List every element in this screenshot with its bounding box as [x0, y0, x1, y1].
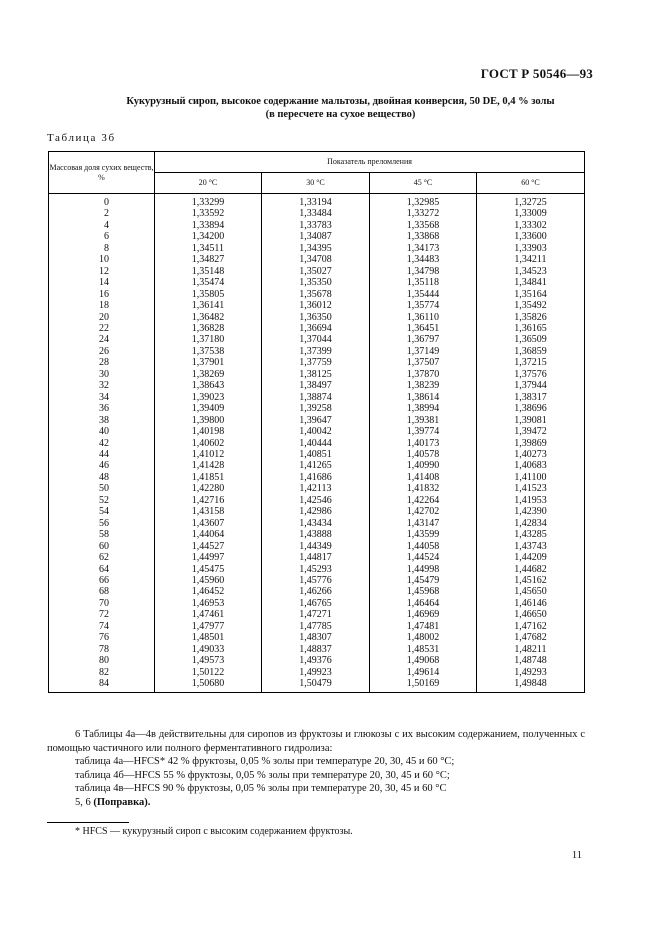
refractive-index-cell: 1,44817 — [262, 552, 370, 563]
refractive-index-cell: 1,35027 — [262, 266, 370, 277]
refractive-index-cell: 1,39081 — [477, 415, 585, 426]
refractive-index-cell: 1,36797 — [370, 334, 477, 345]
table-row — [49, 323, 585, 334]
refractive-index-cell: 1,49614 — [370, 667, 477, 678]
refractive-index-cell: 1,50122 — [155, 667, 262, 678]
refractive-index-cell: 1,33272 — [370, 208, 477, 219]
refractive-index-cell: 1,36694 — [262, 323, 370, 334]
refractive-index-cell: 1,49848 — [477, 678, 585, 693]
refractive-index-cell: 1,34483 — [370, 254, 477, 265]
refractive-index-cell: 1,34511 — [155, 243, 262, 254]
mass-fraction-cell: 44 — [49, 449, 155, 460]
refractive-index-cell: 1,35492 — [477, 300, 585, 311]
refractive-index-cell: 1,46765 — [262, 598, 370, 609]
refractive-index-cell: 1,37215 — [477, 357, 585, 368]
mass-fraction-cell: 42 — [49, 438, 155, 449]
mass-fraction-cell: 14 — [49, 277, 155, 288]
mass-fraction-cell: 68 — [49, 586, 155, 597]
refractive-index-cell: 1,48748 — [477, 655, 585, 666]
refractive-index-cell: 1,37507 — [370, 357, 477, 368]
refractive-index-cell: 1,42280 — [155, 483, 262, 494]
refractive-index-cell: 1,39869 — [477, 438, 585, 449]
refractive-index-cell: 1,49033 — [155, 644, 262, 655]
refractive-index-cell: 1,44349 — [262, 541, 370, 552]
refractive-index-cell: 1,41851 — [155, 472, 262, 483]
refractive-index-cell: 1,45650 — [477, 586, 585, 597]
refractive-index-cell: 1,35826 — [477, 312, 585, 323]
table-row — [49, 552, 585, 563]
refractive-index-cell: 1,33568 — [370, 220, 477, 231]
refractive-index-cell: 1,40602 — [155, 438, 262, 449]
refractive-index-cell: 1,44064 — [155, 529, 262, 540]
mass-fraction-cell: 2 — [49, 208, 155, 219]
refractive-index-cell: 1,50169 — [370, 678, 477, 693]
refractive-index-cell: 1,40198 — [155, 426, 262, 437]
refractive-index-cell: 1,38874 — [262, 392, 370, 403]
refractive-index-cell: 1,39023 — [155, 392, 262, 403]
refractive-index-cell: 1,43888 — [262, 529, 370, 540]
refractive-index-cell: 1,44998 — [370, 564, 477, 575]
refractive-index-cell: 1,48531 — [370, 644, 477, 655]
refractive-index-cell: 1,36012 — [262, 300, 370, 311]
mass-fraction-cell: 10 — [49, 254, 155, 265]
temperature-header: 20 °С — [155, 173, 262, 194]
mass-fraction-cell: 56 — [49, 518, 155, 529]
page-number: 11 — [571, 850, 582, 861]
table-row — [49, 449, 585, 460]
refractive-index-cell: 1,34708 — [262, 254, 370, 265]
refractive-index-cell: 1,38317 — [477, 392, 585, 403]
refractive-index-cell: 1,33484 — [262, 208, 370, 219]
refractive-index-cell: 1,48501 — [155, 632, 262, 643]
table-row — [49, 564, 585, 575]
table-row — [49, 667, 585, 678]
mass-fraction-cell: 76 — [49, 632, 155, 643]
mass-fraction-cell: 40 — [49, 426, 155, 437]
refractive-index-cell: 1,40042 — [262, 426, 370, 437]
refractive-index-cell: 1,35805 — [155, 289, 262, 300]
refractive-index-cell: 1,33600 — [477, 231, 585, 242]
refractive-index-cell: 1,35678 — [262, 289, 370, 300]
refractive-index-cell: 1,38269 — [155, 369, 262, 380]
refractive-index-cell: 1,42834 — [477, 518, 585, 529]
refractive-index-cell: 1,37538 — [155, 346, 262, 357]
refractive-index-cell: 1,35474 — [155, 277, 262, 288]
refractive-index-cell: 1,41265 — [262, 460, 370, 471]
refractive-index-cell: 1,39381 — [370, 415, 477, 426]
mass-fraction-cell: 46 — [49, 460, 155, 471]
refractive-index-cell: 1,38696 — [477, 403, 585, 414]
refractive-index-cell: 1,40851 — [262, 449, 370, 460]
refractive-index-cell: 1,46146 — [477, 598, 585, 609]
refractive-index-cell: 1,45293 — [262, 564, 370, 575]
refractive-index-cell: 1,39774 — [370, 426, 477, 437]
refractive-index-cell: 1,40173 — [370, 438, 477, 449]
refractive-index-cell: 1,32725 — [477, 194, 585, 209]
refractive-index-cell: 1,49923 — [262, 667, 370, 678]
refractive-index-cell: 1,46953 — [155, 598, 262, 609]
refractive-index-cell: 1,47682 — [477, 632, 585, 643]
refractive-index-cell: 1,42716 — [155, 495, 262, 506]
refractive-index-cell: 1,47162 — [477, 621, 585, 632]
refractive-index-cell: 1,34173 — [370, 243, 477, 254]
table-row — [49, 426, 585, 437]
refractive-index-cell: 1,43158 — [155, 506, 262, 517]
table-row — [49, 483, 585, 494]
refractive-index-cell: 1,37759 — [262, 357, 370, 368]
refractive-index-cell: 1,41523 — [477, 483, 585, 494]
table-row — [49, 460, 585, 471]
refractive-index-cell: 1,44682 — [477, 564, 585, 575]
mass-fraction-cell: 74 — [49, 621, 155, 632]
refractive-index-cell: 1,33868 — [370, 231, 477, 242]
table-row — [49, 243, 585, 254]
refractive-index-cell: 1,40273 — [477, 449, 585, 460]
refractive-index-cell: 1,40683 — [477, 460, 585, 471]
table-row — [49, 312, 585, 323]
refractive-index-cell: 1,33299 — [155, 194, 262, 209]
refractive-index-table — [48, 151, 585, 693]
refractive-index-cell: 1,35774 — [370, 300, 477, 311]
mass-fraction-cell: 24 — [49, 334, 155, 345]
table-row — [49, 575, 585, 586]
refractive-index-cell: 1,37870 — [370, 369, 477, 380]
mass-fraction-cell: 60 — [49, 541, 155, 552]
mass-fraction-cell: 78 — [49, 644, 155, 655]
table-title — [60, 95, 621, 121]
note-paragraph-6: 6 Таблицы 4а—4в действительны для сиропов из фруктозы и глюкозы с их высоким содержанием, полученных с помощью частичного или полного ферментативного гидролиза: — [47, 729, 585, 754]
mass-fraction-cell: 8 — [49, 243, 155, 254]
temperature-header: 60 °С — [477, 173, 585, 194]
refractive-index-cell: 1,41408 — [370, 472, 477, 483]
refractive-index-cell: 1,47461 — [155, 609, 262, 620]
refractive-index-cell: 1,45479 — [370, 575, 477, 586]
refractive-index-cell: 1,48307 — [262, 632, 370, 643]
mass-fraction-cell: 50 — [49, 483, 155, 494]
refractive-index-cell: 1,35118 — [370, 277, 477, 288]
refractive-index-cell: 1,32985 — [370, 194, 477, 209]
refractive-index-cell: 1,41832 — [370, 483, 477, 494]
mass-fraction-cell: 6 — [49, 231, 155, 242]
refractive-index-cell: 1,36828 — [155, 323, 262, 334]
table-row — [49, 357, 585, 368]
refractive-index-cell: 1,44524 — [370, 552, 477, 563]
refractive-index-cell: 1,37149 — [370, 346, 477, 357]
refractive-index-cell: 1,34395 — [262, 243, 370, 254]
refractive-index-cell: 1,33894 — [155, 220, 262, 231]
refractive-index-cell: 1,39258 — [262, 403, 370, 414]
refractive-index-cell: 1,34211 — [477, 254, 585, 265]
mass-fraction-cell: 30 — [49, 369, 155, 380]
mass-fraction-cell: 38 — [49, 415, 155, 426]
mass-fraction-cell: 70 — [49, 598, 155, 609]
refractive-index-cell: 1,43434 — [262, 518, 370, 529]
refractive-index-cell: 1,36859 — [477, 346, 585, 357]
refractive-index-cell: 1,48211 — [477, 644, 585, 655]
mass-fraction-cell: 32 — [49, 380, 155, 391]
note-list-item: таблица 4б—HFCS 55 % фруктозы, 0,05 % золы при температуре 20, 30, 45 и 60 °С; — [75, 769, 450, 781]
table-row — [49, 300, 585, 311]
table-row — [49, 380, 585, 391]
mass-fraction-cell: 82 — [49, 667, 155, 678]
mass-fraction-cell: 72 — [49, 609, 155, 620]
amendment-line — [47, 796, 585, 810]
table-row — [49, 277, 585, 288]
table-row — [49, 529, 585, 540]
refractive-index-cell: 1,47481 — [370, 621, 477, 632]
refractive-index-cell: 1,41100 — [477, 472, 585, 483]
refractive-index-cell: 1,39647 — [262, 415, 370, 426]
refractive-index-cell: 1,33592 — [155, 208, 262, 219]
table-row — [49, 598, 585, 609]
refractive-index-cell: 1,42702 — [370, 506, 477, 517]
refractive-index-cell: 1,37399 — [262, 346, 370, 357]
refractive-index-cell: 1,37901 — [155, 357, 262, 368]
refractive-index-cell: 1,37044 — [262, 334, 370, 345]
temperature-header: 45 °С — [370, 173, 477, 194]
table-row — [49, 495, 585, 506]
table-row — [49, 632, 585, 643]
note-list-item: таблица 4а—HFCS* 42 % фруктозы, 0,05 % золы при температуре 20, 30, 45 и 60 °С; — [75, 756, 455, 767]
refractive-index-cell: 1,36509 — [477, 334, 585, 345]
temperature-header: 30 °С — [262, 173, 370, 194]
refractive-index-cell: 1,41012 — [155, 449, 262, 460]
refractive-index-cell: 1,43285 — [477, 529, 585, 540]
refractive-index-cell: 1,39409 — [155, 403, 262, 414]
mass-fraction-cell: 66 — [49, 575, 155, 586]
mass-fraction-cell: 0 — [49, 194, 155, 209]
table-row — [49, 194, 585, 209]
refractive-index-cell: 1,49573 — [155, 655, 262, 666]
refractive-index-cell: 1,50479 — [262, 678, 370, 693]
refractive-index-cell: 1,45960 — [155, 575, 262, 586]
refractive-index-cell: 1,47271 — [262, 609, 370, 620]
refractive-index-cell: 1,40444 — [262, 438, 370, 449]
refractive-index-cell: 1,45968 — [370, 586, 477, 597]
table-row — [49, 266, 585, 277]
refractive-index-cell: 1,48837 — [262, 644, 370, 655]
refractive-index-cell: 1,33903 — [477, 243, 585, 254]
refractive-index-cell: 1,46266 — [262, 586, 370, 597]
footnote: * HFCS — кукурузный сироп с высоким содержанием фруктозы. — [75, 826, 353, 837]
refractive-index-cell: 1,39472 — [477, 426, 585, 437]
refractive-index-cell: 1,36165 — [477, 323, 585, 334]
mass-fraction-cell: 4 — [49, 220, 155, 231]
table-row — [49, 541, 585, 552]
title-line-2: (в пересчете на сухое вещество) — [265, 109, 416, 120]
refractive-index-cell: 1,41428 — [155, 460, 262, 471]
refractive-index-cell: 1,33302 — [477, 220, 585, 231]
mass-fraction-cell: 36 — [49, 403, 155, 414]
refractive-index-cell: 1,35148 — [155, 266, 262, 277]
table-label: Таблица 3б — [47, 132, 116, 144]
table-row — [49, 254, 585, 265]
amendment-items: 5, 6 — [75, 796, 91, 808]
footnote-divider — [47, 822, 129, 823]
refractive-index-cell: 1,38614 — [370, 392, 477, 403]
table-row — [49, 472, 585, 483]
refractive-index-cell: 1,49293 — [477, 667, 585, 678]
refractive-index-cell: 1,42986 — [262, 506, 370, 517]
refractive-index-cell: 1,45776 — [262, 575, 370, 586]
refractive-index-cell: 1,35164 — [477, 289, 585, 300]
table-row — [49, 369, 585, 380]
refractive-index-cell: 1,42390 — [477, 506, 585, 517]
refractive-index-cell: 1,34798 — [370, 266, 477, 277]
table-row — [49, 506, 585, 517]
mass-fraction-cell: 18 — [49, 300, 155, 311]
table-row — [49, 346, 585, 357]
refractive-index-cell: 1,42546 — [262, 495, 370, 506]
table-row — [49, 415, 585, 426]
refractive-index-cell: 1,42264 — [370, 495, 477, 506]
refractive-index-cell: 1,46464 — [370, 598, 477, 609]
table-row — [49, 586, 585, 597]
refractive-index-cell: 1,47785 — [262, 621, 370, 632]
refractive-index-cell: 1,36451 — [370, 323, 477, 334]
table-body — [49, 194, 585, 693]
refractive-index-cell: 1,38239 — [370, 380, 477, 391]
refractive-index-cell: 1,34200 — [155, 231, 262, 242]
refractive-index-cell: 1,38643 — [155, 380, 262, 391]
refractive-index-cell: 1,40578 — [370, 449, 477, 460]
title-line-1: Кукурузный сироп, высокое содержание мальтозы, двойная конверсия, 50 DE, 0,4 % золы — [126, 96, 555, 107]
refractive-index-cell: 1,36482 — [155, 312, 262, 323]
refractive-index-cell: 1,44997 — [155, 552, 262, 563]
refractive-index-cell: 1,38994 — [370, 403, 477, 414]
note-list-item: таблица 4в—HFCS 90 % фруктозы, 0,05 % золы при температуре 20, 30, 45 и 60 °С — [75, 783, 447, 794]
mass-fraction-cell: 48 — [49, 472, 155, 483]
refractive-index-cell: 1,41686 — [262, 472, 370, 483]
mass-fraction-cell: 52 — [49, 495, 155, 506]
mass-fraction-cell: 84 — [49, 678, 155, 693]
refractive-index-cell: 1,38125 — [262, 369, 370, 380]
refractive-index-cell: 1,36110 — [370, 312, 477, 323]
notes-section — [47, 728, 585, 809]
refractive-index-cell: 1,45475 — [155, 564, 262, 575]
refractive-index-cell: 1,36141 — [155, 300, 262, 311]
document-code: ГОСТ Р 50546—93 — [480, 66, 593, 81]
refractive-index-cell: 1,39800 — [155, 415, 262, 426]
refractive-index-cell: 1,34827 — [155, 254, 262, 265]
refractive-index-cell: 1,45162 — [477, 575, 585, 586]
table-row — [49, 220, 585, 231]
table-row — [49, 289, 585, 300]
mass-fraction-cell: 26 — [49, 346, 155, 357]
refractive-index-cell: 1,35444 — [370, 289, 477, 300]
refractive-index-cell: 1,33783 — [262, 220, 370, 231]
refractive-index-cell: 1,44058 — [370, 541, 477, 552]
refractive-index-cell: 1,46452 — [155, 586, 262, 597]
table-row — [49, 438, 585, 449]
refractive-index-cell: 1,47977 — [155, 621, 262, 632]
mass-fraction-cell: 20 — [49, 312, 155, 323]
refractive-index-cell: 1,44209 — [477, 552, 585, 563]
mass-fraction-cell: 64 — [49, 564, 155, 575]
table-row — [49, 403, 585, 414]
amendment-label: (Поправка). — [93, 796, 151, 808]
refractive-index-cell: 1,33194 — [262, 194, 370, 209]
table-row — [49, 392, 585, 403]
mass-fraction-cell: 54 — [49, 506, 155, 517]
refractive-index-cell: 1,36350 — [262, 312, 370, 323]
refractive-index-cell: 1,49376 — [262, 655, 370, 666]
refractive-index-cell: 1,43743 — [477, 541, 585, 552]
refractive-index-cell: 1,43147 — [370, 518, 477, 529]
refractive-index-cell: 1,35350 — [262, 277, 370, 288]
refractive-index-cell: 1,37180 — [155, 334, 262, 345]
table-row — [49, 655, 585, 666]
table-row — [49, 518, 585, 529]
mass-fraction-cell: 62 — [49, 552, 155, 563]
refractive-index-cell: 1,49068 — [370, 655, 477, 666]
table-row — [49, 644, 585, 655]
refractive-index-cell: 1,50680 — [155, 678, 262, 693]
refractive-index-cell: 1,41953 — [477, 495, 585, 506]
refractive-index-cell: 1,43607 — [155, 518, 262, 529]
refractive-index-cell: 1,42113 — [262, 483, 370, 494]
table-row — [49, 334, 585, 345]
refractive-index-cell: 1,37576 — [477, 369, 585, 380]
table-row — [49, 231, 585, 242]
mass-fraction-cell: 22 — [49, 323, 155, 334]
table-row — [49, 208, 585, 219]
refractive-index-cell: 1,46650 — [477, 609, 585, 620]
table-row — [49, 678, 585, 693]
mass-fraction-cell: 28 — [49, 357, 155, 368]
table-row — [49, 621, 585, 632]
table-row — [49, 609, 585, 620]
refractive-index-cell: 1,38497 — [262, 380, 370, 391]
mass-fraction-cell: 12 — [49, 266, 155, 277]
refractive-index-cell: 1,34523 — [477, 266, 585, 277]
refractive-index-cell: 1,46969 — [370, 609, 477, 620]
mass-fraction-cell: 80 — [49, 655, 155, 666]
mass-fraction-cell: 58 — [49, 529, 155, 540]
refractive-index-cell: 1,43599 — [370, 529, 477, 540]
refractive-index-cell: 1,40990 — [370, 460, 477, 471]
refractive-index-cell: 1,44527 — [155, 541, 262, 552]
mass-fraction-header: Массовая доля сухих веществ, % — [49, 152, 155, 194]
refractive-index-cell: 1,37944 — [477, 380, 585, 391]
refractive-index-cell: 1,34087 — [262, 231, 370, 242]
refractive-index-header: Показатель преломления — [155, 152, 585, 173]
refractive-index-cell: 1,48002 — [370, 632, 477, 643]
refractive-index-cell: 1,33009 — [477, 208, 585, 219]
refractive-index-cell: 1,34841 — [477, 277, 585, 288]
mass-fraction-cell: 16 — [49, 289, 155, 300]
mass-fraction-cell: 34 — [49, 392, 155, 403]
